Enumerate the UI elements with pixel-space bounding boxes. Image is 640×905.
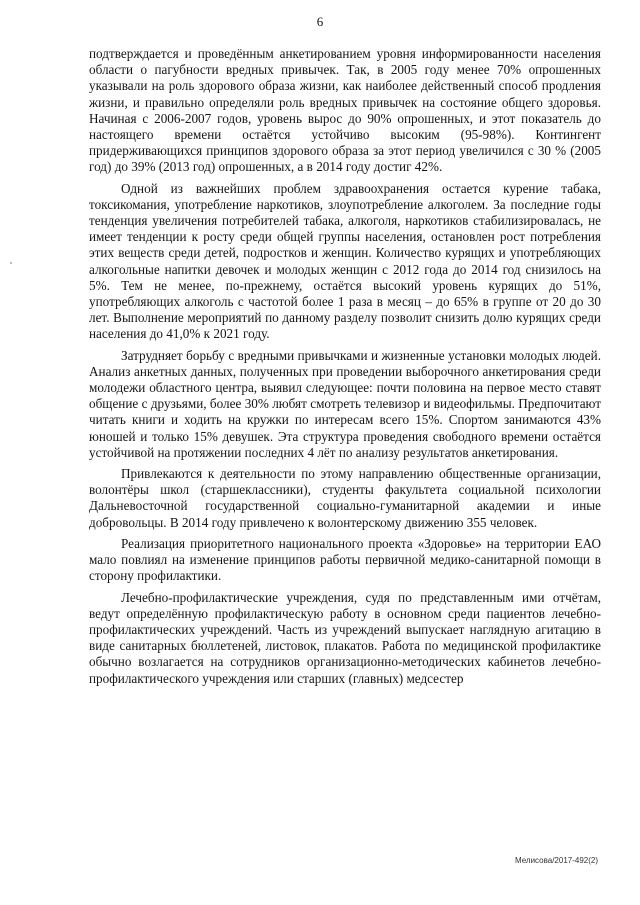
document-body: [89, 46, 601, 692]
paragraph-continued: подтверждается и проведённым анкетированием уровня информированности населения области о пагубности вредных привычек. Так, в 2005 году менее 70% опрошенных указывали на роль здорового образа жизни, как наиболее действенный способ продления жизни, и правильно определяли роль вредных привычек на состояние общего здоровья. Начиная с 2006-2007 годов, уровень вырос до 90% опрошенных, и этот показатель до настоящего времени остаётся устойчиво высоким (95-98%). Контингент придерживающихся принципов здорового образа за этот период увеличился с 30 % (2005 год) до 39% (2013 год) опрошенных, а в 2014 году достиг 42%.: [89, 46, 601, 175]
scan-artifact: [10, 262, 12, 264]
paragraph-smoking-alcohol: Одной из важнейших проблем здравоохранения остается курение табака, токсикомания, употребление наркотиков, злоупотребление алкоголем. За последние годы тенденция увеличения потребителей табака, алкоголя, наркотиков стабилизировалась, не имеет тенденции к росту среди общей группы населения, остановлен рост потребления этих веществ среди детей, подростков и женщин. Количество курящих и употребляющих алкогольные напитки девочек и молодых женщин с 2012 года до 2014 год снизилось на 5%. Тем не менее, по-прежнему, остаётся высокий уровень курящих до 51%, употребляющих алкоголь с частотой более 1 раза в месяц – до 65% в группе от 20 до 30 лет. Выполнение мероприятий по данному разделу позволит снизить долю курящих среди населения до 41,0% к 2021 году.: [89, 180, 601, 342]
page-number: 6: [316, 14, 324, 29]
document-footer-code: Мелисова/2017-492(2): [514, 856, 598, 865]
paragraph-volunteers: Привлекаются к деятельности по этому направлению общественные организации, волонтёры школ (старшеклассники), студенты факультета социальной психологии Дальневосточной государственной социально-гуманитарной академии и иные добровольцы. В 2014 году привлечено к волонтерскому движению 355 человек.: [89, 466, 601, 530]
paragraph-youth-attitudes: Затрудняет борьбу с вредными привычками и жизненные установки молодых людей. Анализ анкетных данных, полученных при проведении выборочного анкетирования среди молодежи областного центра, выявил следующее: почти половина на первое место ставят общение с друзьями, более 30% любят смотреть телевизор и видеофильмы. Предпочитают читать книги и ходить на кружки по интересам всего 15%. Спортом занимаются 43% юношей и только 15% девушек. Эта структура проведения свободного времени остаётся устойчивой на протяжении последних 4 лёт по анализу результатов анкетирования.: [89, 347, 601, 460]
paragraph-medical-institutions: Лечебно-профилактические учреждения, судя по представленным ими отчётам, ведут определённую профилактическую работу в основном среди пациентов лечебно-профилактических учреждений. Часть из учреждений выпускает наглядную агитацию в виде санитарных бюллетеней, листовок, плакатов. Работа по медицинской профилактике обычно возлагается на сотрудников организационно-методических кабинетов лечебно-профилактического учреждения или старших (главных) медсестер: [89, 589, 601, 686]
paragraph-national-project: Реализация приоритетного национального проекта «Здоровье» на территории ЕАО мало повлиял на изменение принципов работы первичной медико-санитарной помощи в сторону профилактики.: [89, 535, 601, 584]
